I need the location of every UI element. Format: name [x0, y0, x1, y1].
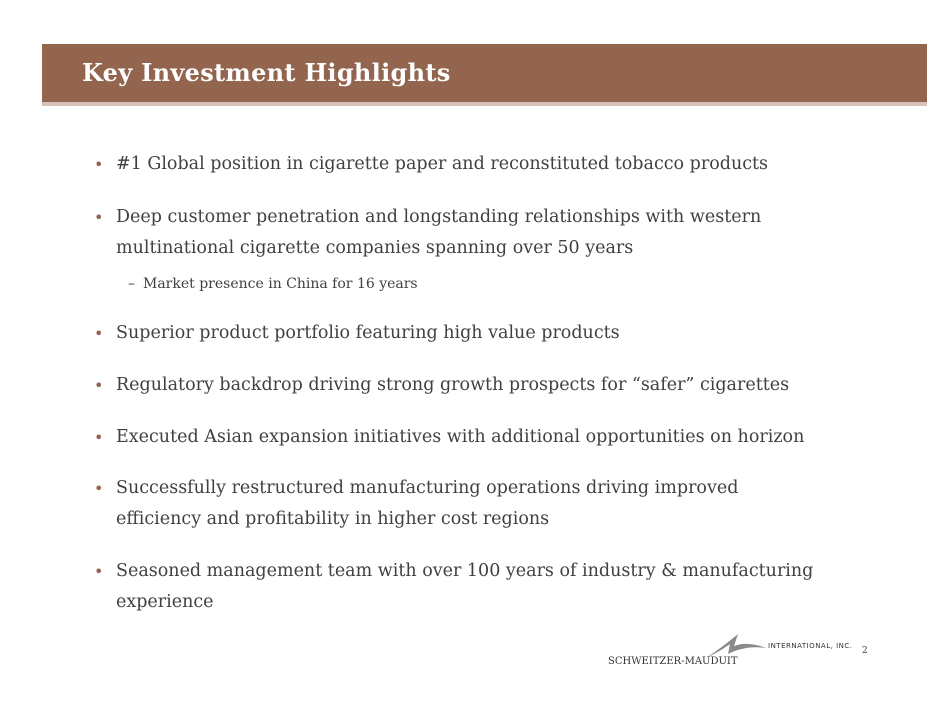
bullet-text-line: Seasoned management team with over 100 years of industry & manufacturing: [116, 561, 814, 581]
logo-company-name: SCHWEITZER-MAUDUIT: [608, 656, 738, 667]
bullet-text: #1 Global position in cigarette paper and reconstituted tobacco products: [116, 154, 769, 174]
bullet-dot-icon: •: [94, 208, 104, 227]
page-number: 2: [862, 646, 868, 656]
bullet-text: Superior product portfolio featuring high value products: [116, 323, 620, 343]
slide-title: Key Investment Highlights: [82, 58, 451, 87]
bullet-dot-icon: •: [94, 376, 104, 395]
bullet-text-line: experience: [116, 592, 214, 612]
bullet-text-line: Successfully restructured manufacturing operations driving improved: [116, 478, 739, 498]
bullet-text-line: multinational cigarette companies spanning over 50 years: [116, 238, 634, 258]
bullet-item: [96, 370, 876, 401]
company-logo: [600, 630, 860, 676]
bullet-item: [96, 422, 876, 453]
sub-bullet-text: Market presence in China for 16 years: [143, 276, 418, 292]
dash-icon: –: [128, 276, 135, 292]
bullet-dot-icon: •: [94, 155, 104, 174]
bullet-dot-icon: •: [94, 562, 104, 581]
sub-bullet-item: [128, 276, 418, 292]
bullet-item: [96, 202, 876, 264]
title-bar: [42, 44, 927, 106]
bullet-text: Executed Asian expansion initiatives with additional opportunities on horizon: [116, 427, 805, 447]
bullet-item: [96, 318, 876, 349]
bullet-item: [96, 149, 876, 180]
bullet-text-line: efficiency and profitability in higher cost regions: [116, 509, 550, 529]
bullet-item: [96, 556, 876, 618]
bullet-dot-icon: •: [94, 324, 104, 343]
bullet-text-line: Deep customer penetration and longstanding relationships with western: [116, 207, 762, 227]
bullet-item: [96, 473, 876, 535]
bullet-dot-icon: •: [94, 428, 104, 447]
logo-suffix: INTERNATIONAL, INC.: [768, 642, 853, 650]
bullet-dot-icon: •: [94, 479, 104, 498]
bullet-text: Regulatory backdrop driving strong growth prospects for “safer” cigarettes: [116, 375, 790, 395]
